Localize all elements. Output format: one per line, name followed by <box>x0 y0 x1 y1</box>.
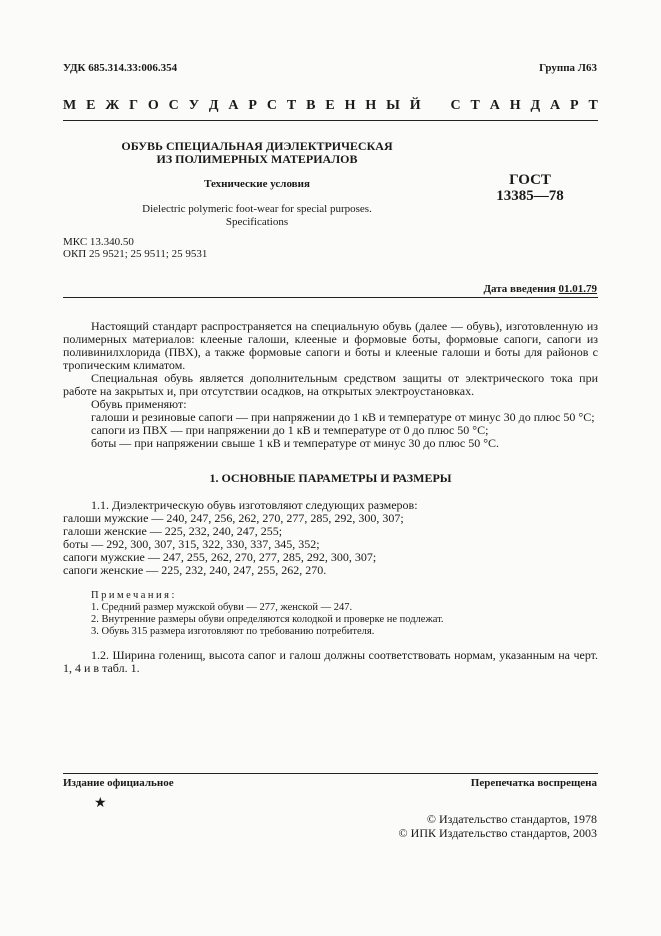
english-title-line-1: Dielectric polymeric foot-wear for special purposes. <box>142 203 372 215</box>
gost-code: 13385—78 <box>496 188 564 204</box>
reprint-notice: Перепечатка воспрещена <box>470 777 597 789</box>
banner-letter: Е <box>325 98 335 113</box>
intro-date <box>483 283 597 295</box>
gost-number <box>480 172 580 204</box>
footer-rule <box>63 773 598 774</box>
banner-letter: Е <box>86 98 96 113</box>
intro-date-label: Дата введения <box>483 283 556 295</box>
okp-code: ОКП 25 9521; 25 9511; 25 9531 <box>63 248 208 260</box>
title-line-2: ИЗ ПОЛИМЕРНЫХ МАТЕРИАЛОВ <box>156 152 358 166</box>
banner-letter: Р <box>570 98 579 113</box>
group-code: Группа Л63 <box>539 62 597 74</box>
banner-letter: Й <box>409 98 421 113</box>
note-item: 2. Внутренние размеры обуви определяются колодкой и проверке не подлежат. <box>91 614 444 625</box>
gost-label: ГОСТ <box>509 172 551 188</box>
copyright-block <box>399 812 597 840</box>
document-subtitle: Технические условия <box>204 178 310 190</box>
note-item: 3. Обувь 315 размера изготовляют по требованию потребителя. <box>91 626 375 637</box>
body-paragraph: сапоги из ПВХ — при напряжении до 1 кВ и температуре от 0 до плюс 50 °С; <box>91 423 489 437</box>
note-item: 1. Средний размер мужской обуви — 277, женской — 247. <box>91 602 353 613</box>
section-paragraph: 1.2. Ширина голенищ, высота сапог и галош должны соответствовать нормам, указанным на черт. 1, 4 и в табл. 1. <box>63 648 598 675</box>
banner-letter: М <box>63 98 77 113</box>
section-title: 1. ОСНОВНЫЕ ПАРАМЕТРЫ И РАЗМЕРЫ <box>209 471 452 485</box>
copyright-line-1: © Издательство стандартов, 1978 <box>426 812 597 826</box>
notes-title: Примечания: <box>91 590 177 601</box>
banner-letter: Н <box>365 98 377 113</box>
size-list-item: галоши мужские — 240, 247, 256, 262, 270, 277, 285, 292, 300, 307; <box>63 511 404 525</box>
banner-letter: Т <box>588 98 598 113</box>
banner-letter: В <box>306 98 316 113</box>
banner-letter: Д <box>208 98 219 113</box>
banner-letter: Н <box>344 98 356 113</box>
body-paragraph: Обувь применяют: <box>91 397 187 411</box>
classification-codes <box>63 236 207 260</box>
banner-letter: Ы <box>386 98 400 113</box>
body-paragraph: боты — при напряжении свыше 1 кВ и температуре от минус 30 до плюс 50 °С. <box>91 436 500 450</box>
section-paragraph: 1.1. Диэлектрическую обувь изготовляют следующих размеров: <box>91 498 418 512</box>
edition-label: Издание официальное <box>63 777 174 789</box>
banner-letter: Д <box>530 98 541 113</box>
size-list-item: сапоги мужские — 247, 255, 262, 270, 277, 285, 292, 300, 307; <box>63 550 377 564</box>
copyright-line-2: © ИПК Издательство стандартов, 2003 <box>398 826 597 840</box>
header-rule <box>63 120 598 121</box>
mks-code: МКС 13.340.50 <box>63 236 134 248</box>
banner-letter: Р <box>248 98 257 113</box>
body-paragraph: Настоящий стандарт распространяется на специальную обувь (далее — обувь), изготовленную из полимерных материалов: клееные галоши, клееные и формовые боты, формовые сапоги, сапоги из поливинилхлорида (ПВХ), а также формовые сапоги и боты и клееные галоши и боты для районов с тропическим климатом. <box>63 319 598 372</box>
banner-letter: С <box>266 98 277 113</box>
banner-letter: С <box>450 98 461 113</box>
banner-letter: А <box>228 98 239 113</box>
document-body <box>63 320 598 675</box>
notes-block <box>63 590 598 638</box>
body-paragraph: галоши и резиновые сапоги — при напряжении до 1 кВ и температуре от минус 30 до плюс 50 °С; <box>91 410 595 424</box>
banner-letter: Т <box>286 98 297 113</box>
size-list-item: боты — 292, 300, 307, 315, 322, 330, 337, 345, 352; <box>63 537 320 551</box>
star-icon: ★ <box>94 796 107 811</box>
banner-letter <box>431 98 441 114</box>
intro-date-value: 01.01.79 <box>558 283 597 295</box>
standard-banner <box>63 98 598 114</box>
title-line-1: ОБУВЬ СПЕЦИАЛЬНАЯ ДИЭЛЕКТРИЧЕСКАЯ <box>121 139 393 153</box>
banner-letter: Ж <box>105 98 120 113</box>
banner-letter: У <box>188 98 199 113</box>
date-rule <box>63 297 598 298</box>
size-list-item: галоши женские — 225, 232, 240, 247, 255; <box>63 524 283 538</box>
banner-letter: Г <box>129 98 138 113</box>
document-title <box>112 140 402 166</box>
banner-letter: А <box>550 98 561 113</box>
body-paragraph: Специальная обувь является дополнительным средством защиты от электрического тока при работе на закрытых и, при отсутствии осадков, на открытых электроустановках. <box>63 371 598 398</box>
banner-letter: Т <box>470 98 480 113</box>
udk-code: УДК 685.314.33:006.354 <box>63 62 178 74</box>
banner-letter: С <box>168 98 179 113</box>
banner-letter: О <box>147 98 159 113</box>
english-title-line-2: Specifications <box>225 216 289 228</box>
banner-letter: А <box>489 98 500 113</box>
english-title <box>112 203 402 229</box>
banner-letter: Н <box>509 98 521 113</box>
size-list-item: сапоги женские — 225, 232, 240, 247, 255, 262, 270. <box>63 563 327 577</box>
